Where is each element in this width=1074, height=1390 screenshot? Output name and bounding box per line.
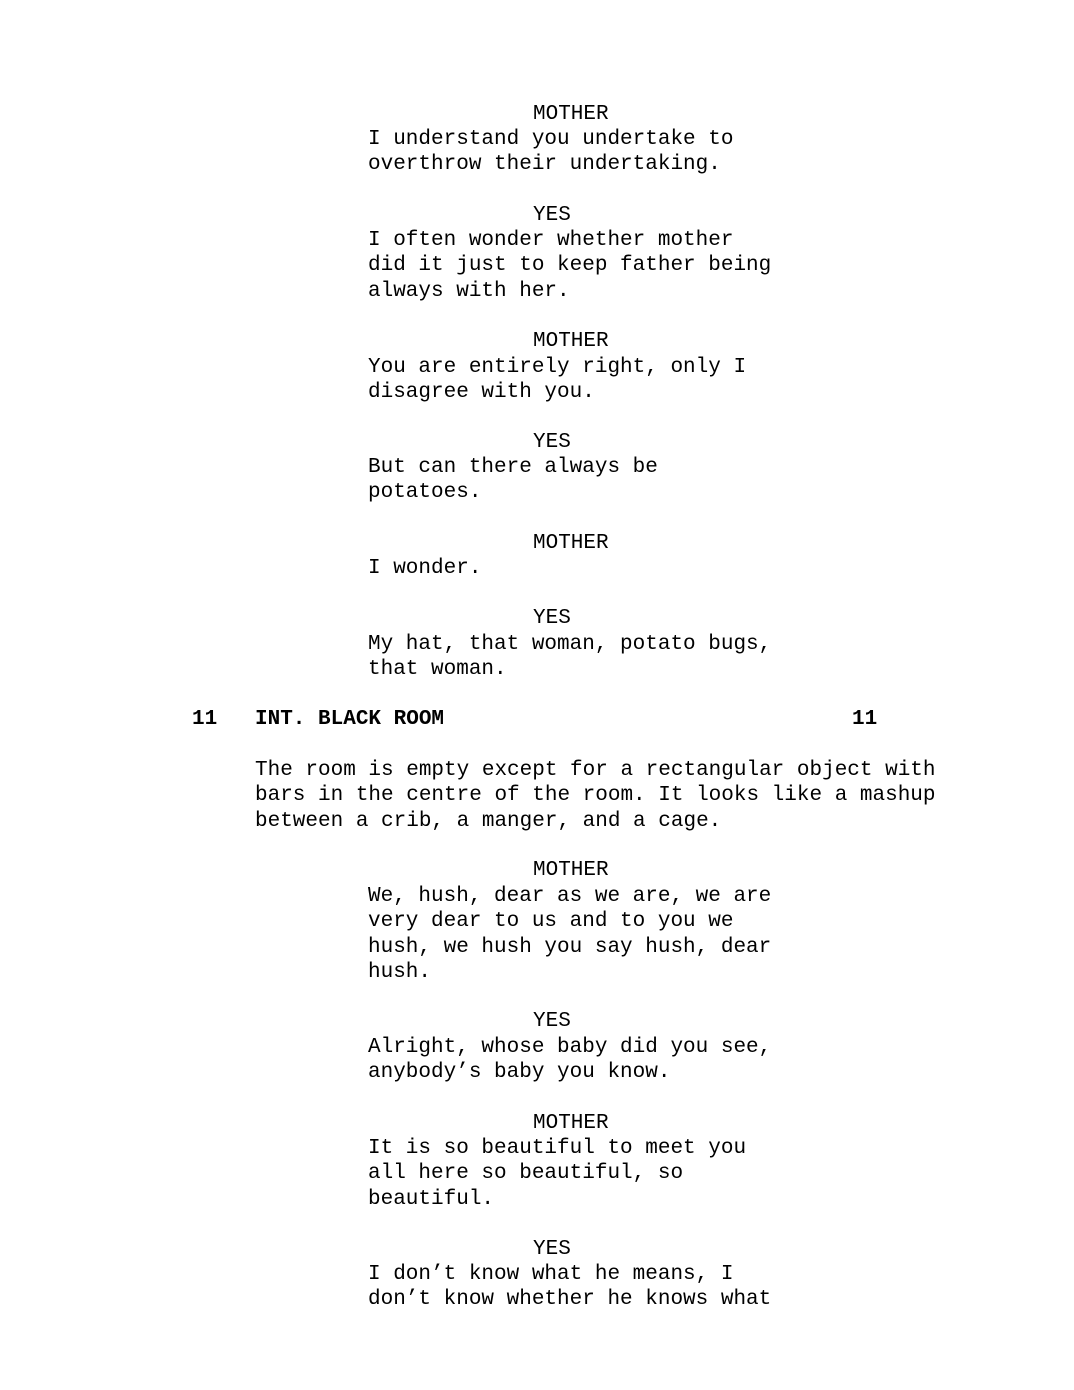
dialogue-text <box>368 355 746 406</box>
dialogue-line: anybody’s baby you know. <box>368 1061 671 1085</box>
dialogue-line: But can there always be <box>368 456 658 479</box>
dialogue-text <box>368 632 771 683</box>
scene-heading <box>0 707 1074 733</box>
dialogue-line: did it just to keep father being <box>368 254 772 278</box>
character-cue: YES <box>533 204 571 227</box>
dialogue-line: hush, we hush you say hush, dear <box>368 935 772 959</box>
dialogue-block <box>533 102 609 127</box>
dialogue-text <box>368 1262 771 1313</box>
dialogue-line: My hat, that woman, potato bugs, <box>368 633 772 656</box>
dialogue-text <box>368 556 481 581</box>
dialogue-line: I wonder. <box>368 557 482 580</box>
action-line: bars in the centre of the room. It looks like a mashup <box>255 784 936 808</box>
dialogue-line: You are entirely right, only I <box>368 356 747 379</box>
dialogue-block <box>533 1111 609 1136</box>
dialogue-line: Alright, whose baby did you see, <box>368 1036 772 1059</box>
character-cue: YES <box>533 431 571 454</box>
dialogue-line: I don’t know what he means, I <box>368 1263 734 1286</box>
dialogue-text <box>368 455 658 506</box>
action-line: The room is empty except for a rectangular object with <box>255 759 936 782</box>
dialogue-text <box>368 1136 746 1212</box>
dialogue-line: all here so beautiful, so <box>368 1162 684 1186</box>
dialogue-line: disagree with you. <box>368 381 595 405</box>
dialogue-line: don’t know whether he knows what <box>368 1288 772 1312</box>
character-cue: YES <box>533 607 571 630</box>
dialogue-block <box>533 1237 571 1262</box>
dialogue-block <box>533 430 571 455</box>
dialogue-line: potatoes. <box>368 481 482 505</box>
dialogue-block <box>533 531 609 556</box>
dialogue-line: It is so beautiful to meet you <box>368 1137 747 1160</box>
character-cue: MOTHER <box>533 330 609 353</box>
dialogue-block <box>533 606 571 631</box>
dialogue-text <box>368 127 733 178</box>
character-cue: MOTHER <box>533 532 609 555</box>
dialogue-text <box>368 884 771 985</box>
dialogue-block <box>533 329 609 354</box>
action-paragraph <box>255 758 936 834</box>
dialogue-line: We, hush, dear as we are, we are <box>368 885 772 908</box>
action-line: between a crib, a manger, and a cage. <box>255 809 722 833</box>
scene-number-right: 11 <box>852 708 878 731</box>
character-cue: YES <box>533 1010 571 1033</box>
character-cue: MOTHER <box>533 103 609 126</box>
character-cue: MOTHER <box>533 1112 609 1135</box>
dialogue-block <box>533 858 609 883</box>
dialogue-block <box>533 203 571 228</box>
character-cue: MOTHER <box>533 859 609 882</box>
dialogue-line: that woman. <box>368 658 507 682</box>
scene-number-left: 11 <box>192 708 218 731</box>
dialogue-line: overthrow their undertaking. <box>368 153 721 177</box>
dialogue-line: beautiful. <box>368 1187 495 1211</box>
dialogue-line: always with her. <box>368 279 570 303</box>
dialogue-text <box>368 1035 771 1086</box>
dialogue-line: I often wonder whether mother <box>368 229 734 252</box>
dialogue-line: hush. <box>368 960 432 984</box>
dialogue-block <box>533 1009 571 1034</box>
dialogue-text <box>368 228 771 304</box>
character-cue: YES <box>533 1238 571 1261</box>
dialogue-line: very dear to us and to you we <box>368 910 734 934</box>
dialogue-line: I understand you undertake to <box>368 128 734 151</box>
scene-heading-text: INT. BLACK ROOM <box>255 708 445 731</box>
